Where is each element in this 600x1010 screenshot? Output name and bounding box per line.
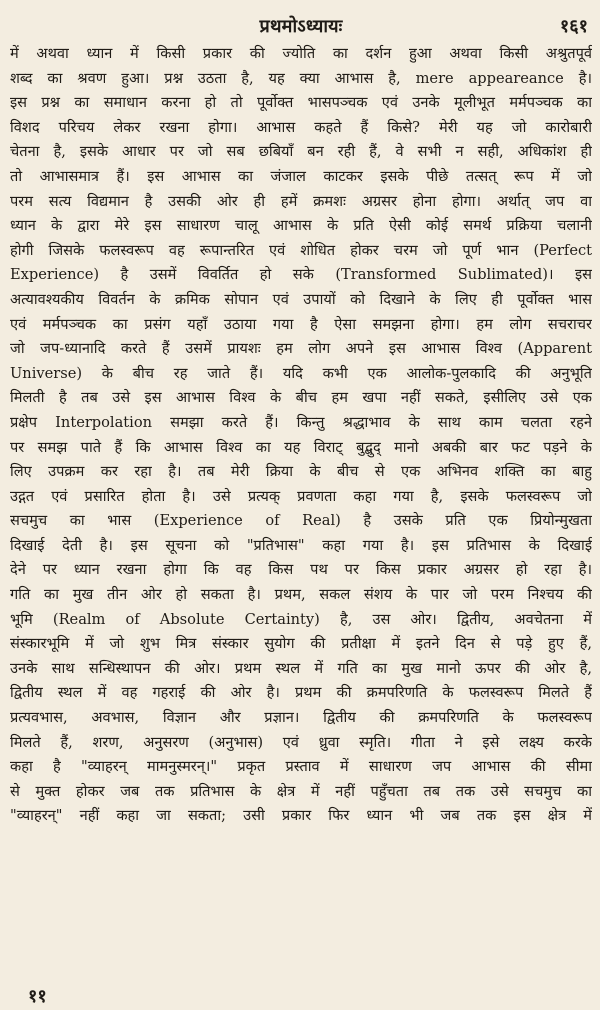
text-line: ध्यान के द्वारा मेरे इस साधारण चालू आभास के प्रति ऐसी कोई समर्थ प्रक्रिया चलानी bbox=[10, 217, 592, 235]
text-line: Universe) के बीच रह जाते हैं। यदि कभी एक आलोक-पुलकादि की अनुभूति bbox=[10, 364, 592, 382]
text-line: दिखाई देती है। इस सूचना को "प्रतिभास" कहा गया है। इस प्रतिभास के दिखाई bbox=[10, 536, 592, 554]
text-line: से मुक्त होकर जब तक प्रतिभास के क्षेत्र में नहीं पहुँचता तब तक उसे सचमुच का bbox=[10, 782, 592, 800]
text-line: प्रत्यवभास, अवभास, विज्ञान और प्रज्ञान। द्वितीय की क्रमपरिणति के फलस्वरूप bbox=[10, 709, 592, 727]
text-line: संस्कारभूमि में जो शुभ मित्र संस्कार सुयोग की प्रतीक्षा में इतने दिन से पड़े हुए हैं, bbox=[10, 635, 592, 653]
text-line: "व्याहरन्" नहीं कहा जा सकता; उसी प्रकार फिर ध्यान भी जब तक इस क्षेत्र में bbox=[10, 807, 592, 825]
text-line: परम सत्य विद्यमान है उसकी ओर ही हमें क्रमशः अग्रसर होना होगा। अर्थात् जप वा bbox=[10, 192, 592, 210]
text-line: प्रक्षेप Interpolation समझा करते हैं। किन्तु श्रद्धाभाव के साथ काम चलता रहने bbox=[10, 413, 592, 431]
text-line: में अथवा ध्यान में किसी प्रकार की ज्योति का दर्शन हुआ अथवा किसी अश्रुतपूर्व bbox=[10, 45, 592, 62]
text-line: सचमुच का भास (Experience of Real) है उसके प्रति एक प्रियोन्मुखता bbox=[10, 512, 592, 530]
text-line: एवं मर्मपञ्चक का प्रसंग यहाँ उठाया गया है ऐसा समझना होगा। हम लोग सचराचर bbox=[10, 315, 592, 333]
text-line: चेतना है, इसके आधार पर जो सब छबियाँ बन रही हैं, वे सभी न सही, अधिकांश ही bbox=[10, 143, 592, 161]
text-line: देने पर ध्यान रखना होगा कि वह किस पथ पर किस प्रकार अग्रसर हो रहा है। bbox=[10, 561, 592, 579]
text-line: तो आभासमात्र हैं। इस आभास का जंजाल काटकर इसके पीछे तत्सत् रूप में जो bbox=[10, 167, 592, 185]
text-line: मिलती है तब उसे इस आभास विश्व के बीच हम खपा नहीं सकते, इसीलिए उसे एक bbox=[10, 389, 592, 407]
text-line: अत्यावश्यकीय विवर्तन के क्रमिक सोपान एवं उपायों को दिखाने के लिए ही पूर्वोक्त भास bbox=[10, 290, 592, 308]
text-line: जो जप-ध्यानादि करते हैं उसमें प्रायशः हम लोग अपने इस आभास विश्व (Apparent bbox=[10, 340, 592, 358]
text-line: होगी जिसके फलस्वरूप वह रूपान्तरित एवं शोधित होकर चरम जो पूर्ण भान (Perfect bbox=[10, 241, 592, 259]
page-header bbox=[10, 8, 592, 38]
text-line: लिए उपक्रम कर रहा है। तब मेरी क्रिया के बीच से एक अभिनव शक्ति का बाहु bbox=[10, 463, 592, 481]
text-line: मिलते हैं, शरण, अनुसरण (अनुभास) एवं ध्रुवा स्मृति। गीता ने इसे लक्ष्य करके bbox=[10, 733, 592, 751]
text-line: द्वितीय स्थल में वह गहराई की ओर है। प्रथम की क्रमपरिणति के फलस्वरूप मिलते हैं bbox=[10, 684, 592, 702]
text-line: भूमि (Realm of Absolute Certainty) है, उस ओर। द्वितीय, अवचेतना में bbox=[10, 610, 592, 628]
running-title: प्रथमोऽध्यायः bbox=[259, 16, 343, 37]
text-line: शब्द का श्रवण हुआ। प्रश्न उठता है, यह क्या आभास है, mere appeareance है। bbox=[10, 69, 592, 87]
text-line: कहा है "व्याहरन् मामनुस्मरन्।" प्रकृत प्रस्ताव में साधारण जप आभास की सीमा bbox=[10, 758, 592, 776]
text-line: गति का मुख तीन ओर हो सकता है। प्रथम, सकल संशय के पार जो परम निश्चय की bbox=[10, 586, 592, 604]
text-line: विशद परिचय लेकर रखना होगा। आभास कहते हैं किसे? मेरी यह जो कारोबारी bbox=[10, 118, 592, 136]
signature-mark: ११ bbox=[28, 986, 47, 1007]
text-line: उनके साथ सन्धिस्थापन की ओर। प्रथम स्थल में गति का मुख मानो ऊपर की ओर है, bbox=[10, 659, 592, 677]
text-line: Experience) है उसमें विवर्तित हो सके (Transformed Sublimated)। इस bbox=[10, 266, 592, 284]
text-line: पर समझ पाते हैं कि आभास विश्व का यह विराट् बुद्बुद् मानो अबकी बार फट पड़ने के bbox=[10, 438, 592, 456]
text-line: इस प्रश्न का समाधान करना हो तो पूर्वोक्त भासपञ्चक एवं उनके मूलीभूत मर्मपञ्चक का bbox=[10, 94, 592, 112]
body-text bbox=[10, 42, 592, 829]
page-number: १६१ bbox=[559, 16, 588, 37]
text-line: उद्गत एवं प्रसारित होता है। उसे प्रत्यक् प्रवणता कहा गया है, इसके फलस्वरूप जो bbox=[10, 487, 592, 505]
